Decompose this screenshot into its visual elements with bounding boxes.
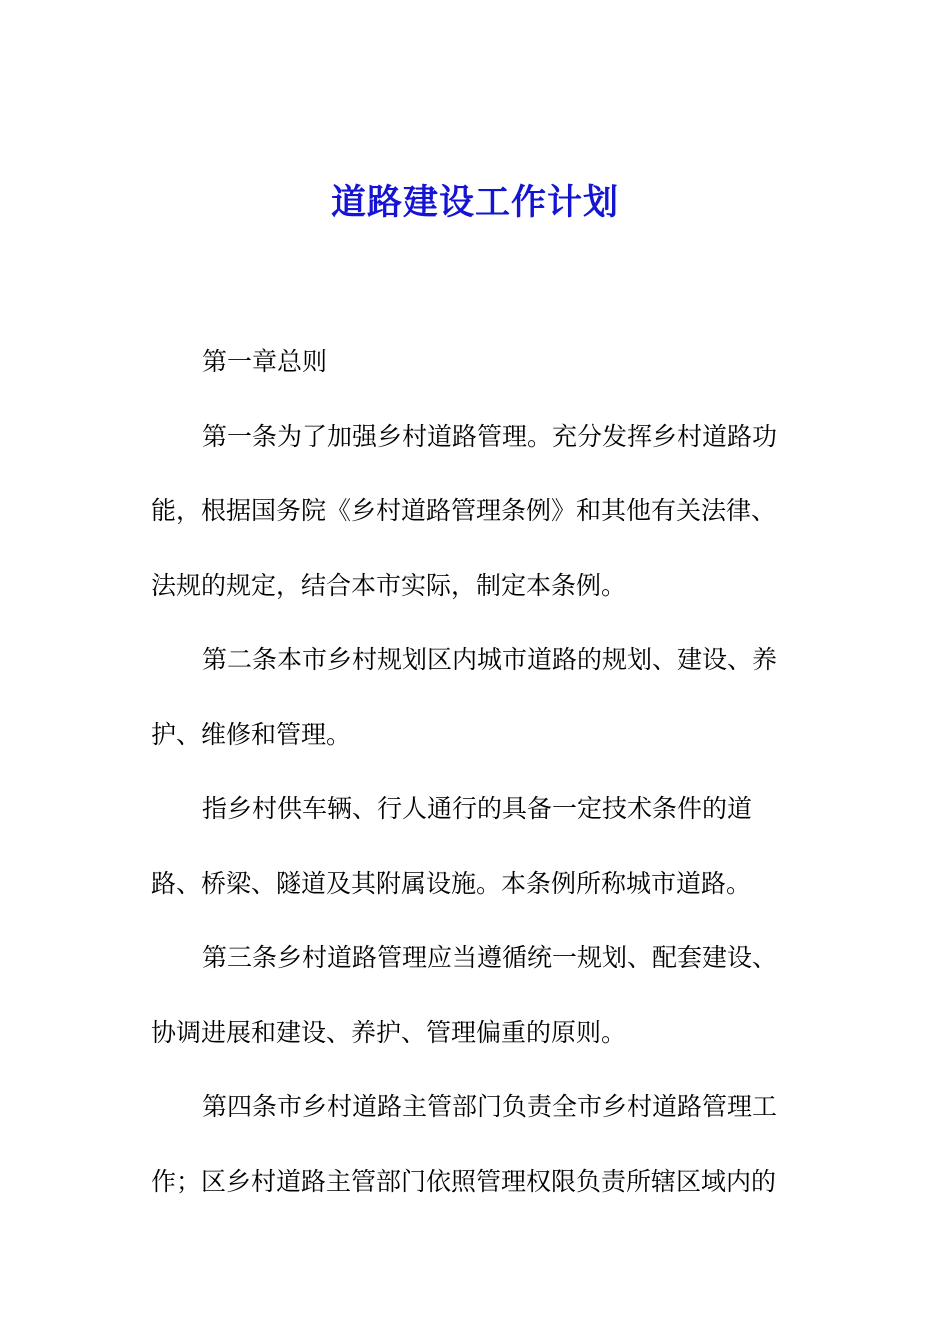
paragraph-definition: 指乡村供车辆、行人通行的具备一定技术条件的道路、桥梁、隧道及其附属设施。本条例所称城市道路。 xyxy=(151,794,753,898)
paragraph-article-2: 第二条本市乡村规划区内城市道路的规划、建设、养护、维修和管理。 xyxy=(151,645,778,749)
paragraph-article-3: 第三条乡村道路管理应当遵循统一规划、配套建设、协调进展和建设、养护、管理偏重的原则。 xyxy=(151,943,778,1047)
document-body xyxy=(151,325,791,1219)
paragraph-article-4: 第四条市乡村道路主管部门负责全市乡村道路管理工作；区乡村道路主管部门依照管理权限负责所辖区域内的 xyxy=(151,1092,778,1196)
paragraph-chapter-heading: 第一章总则 xyxy=(202,347,328,376)
paragraph-article-1: 第一条为了加强乡村道路管理。充分发挥乡村道路功能，根据国务院《乡村道路管理条例》和其他有关法律、法规的规定，结合本市实际，制定本条例。 xyxy=(151,421,778,600)
document-title: 道路建设工作计划 xyxy=(330,182,619,223)
